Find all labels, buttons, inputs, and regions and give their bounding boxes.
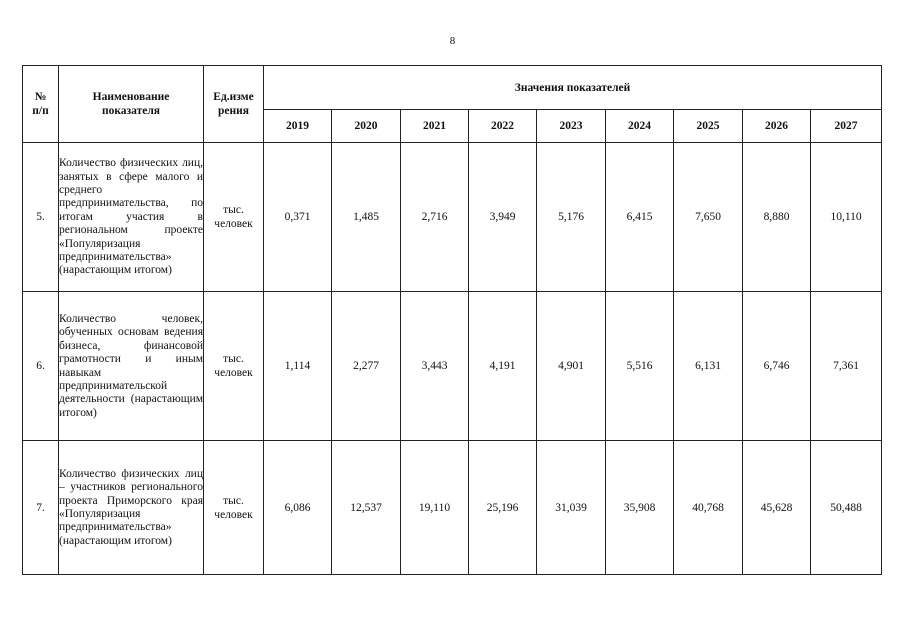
header-unit: Ед.изме рения	[204, 66, 264, 143]
value-cell: 25,196	[469, 441, 537, 575]
year-header: 2023	[537, 110, 606, 143]
page-number: 8	[449, 35, 456, 47]
unit-cell	[204, 292, 264, 441]
unit-cell	[204, 441, 264, 575]
value-cell: 8,880	[743, 143, 811, 292]
value-cell: 6,415	[606, 143, 674, 292]
row-number: 6.	[23, 292, 59, 441]
table-row	[23, 292, 882, 441]
value-cell: 3,949	[469, 143, 537, 292]
row-number: 5.	[23, 143, 59, 292]
indicators-table	[22, 65, 882, 575]
value-cell: 40,768	[674, 441, 743, 575]
value-cell: 50,488	[811, 441, 882, 575]
table-row	[23, 441, 882, 575]
value-cell: 1,485	[332, 143, 401, 292]
indicator-name-text: Количество физических лиц, занятых в сфере малого и среднего предпринимательства, по итогам участия в региональном проекте «Популяризация предпринимательства» (нарастающим итогом)	[59, 157, 203, 277]
indicator-name	[59, 441, 204, 575]
year-header: 2019	[264, 110, 332, 143]
value-cell: 3,443	[401, 292, 469, 441]
value-cell: 4,901	[537, 292, 606, 441]
value-cell: 7,650	[674, 143, 743, 292]
value-cell: 2,277	[332, 292, 401, 441]
value-cell: 12,537	[332, 441, 401, 575]
year-header: 2022	[469, 110, 537, 143]
value-cell: 6,746	[743, 292, 811, 441]
value-cell: 10,110	[811, 143, 882, 292]
unit-line: человек	[214, 367, 253, 379]
value-cell: 7,361	[811, 292, 882, 441]
indicator-name-text: Количество физических лиц – участников регионального проекта Приморского края «Популяризация предпринимательства» (нарастающим итогом)	[59, 467, 203, 547]
year-header: 2025	[674, 110, 743, 143]
value-cell: 19,110	[401, 441, 469, 575]
value-cell: 35,908	[606, 441, 674, 575]
value-cell: 6,086	[264, 441, 332, 575]
unit-line: тыс.	[223, 353, 244, 365]
indicator-name-text: Количество человек, обученных основам ведения бизнеса, финансовой грамотности и иным навыкам предпринимательской деятельности (нарастающим итогом)	[59, 312, 203, 419]
value-cell: 5,176	[537, 143, 606, 292]
year-header: 2024	[606, 110, 674, 143]
value-cell: 31,039	[537, 441, 606, 575]
header-name: Наименование показателя	[59, 66, 204, 143]
value-cell: 1,114	[264, 292, 332, 441]
year-header: 2020	[332, 110, 401, 143]
unit-line: тыс.	[223, 494, 244, 507]
value-cell: 5,516	[606, 292, 674, 441]
unit-line: человек	[214, 508, 253, 521]
indicator-name	[59, 292, 204, 441]
value-cell: 6,131	[674, 292, 743, 441]
indicator-name	[59, 143, 204, 292]
unit-line: тыс.	[223, 204, 244, 216]
header-num: № п/п	[23, 66, 59, 143]
year-header: 2021	[401, 110, 469, 143]
value-cell: 45,628	[743, 441, 811, 575]
value-cell: 4,191	[469, 292, 537, 441]
row-number: 7.	[23, 441, 59, 575]
year-header: 2027	[811, 110, 882, 143]
year-header: 2026	[743, 110, 811, 143]
unit-line: человек	[214, 218, 253, 230]
value-cell: 0,371	[264, 143, 332, 292]
header-values: Значения показателей	[264, 66, 882, 110]
table-row	[23, 143, 882, 292]
unit-cell	[204, 143, 264, 292]
value-cell: 2,716	[401, 143, 469, 292]
